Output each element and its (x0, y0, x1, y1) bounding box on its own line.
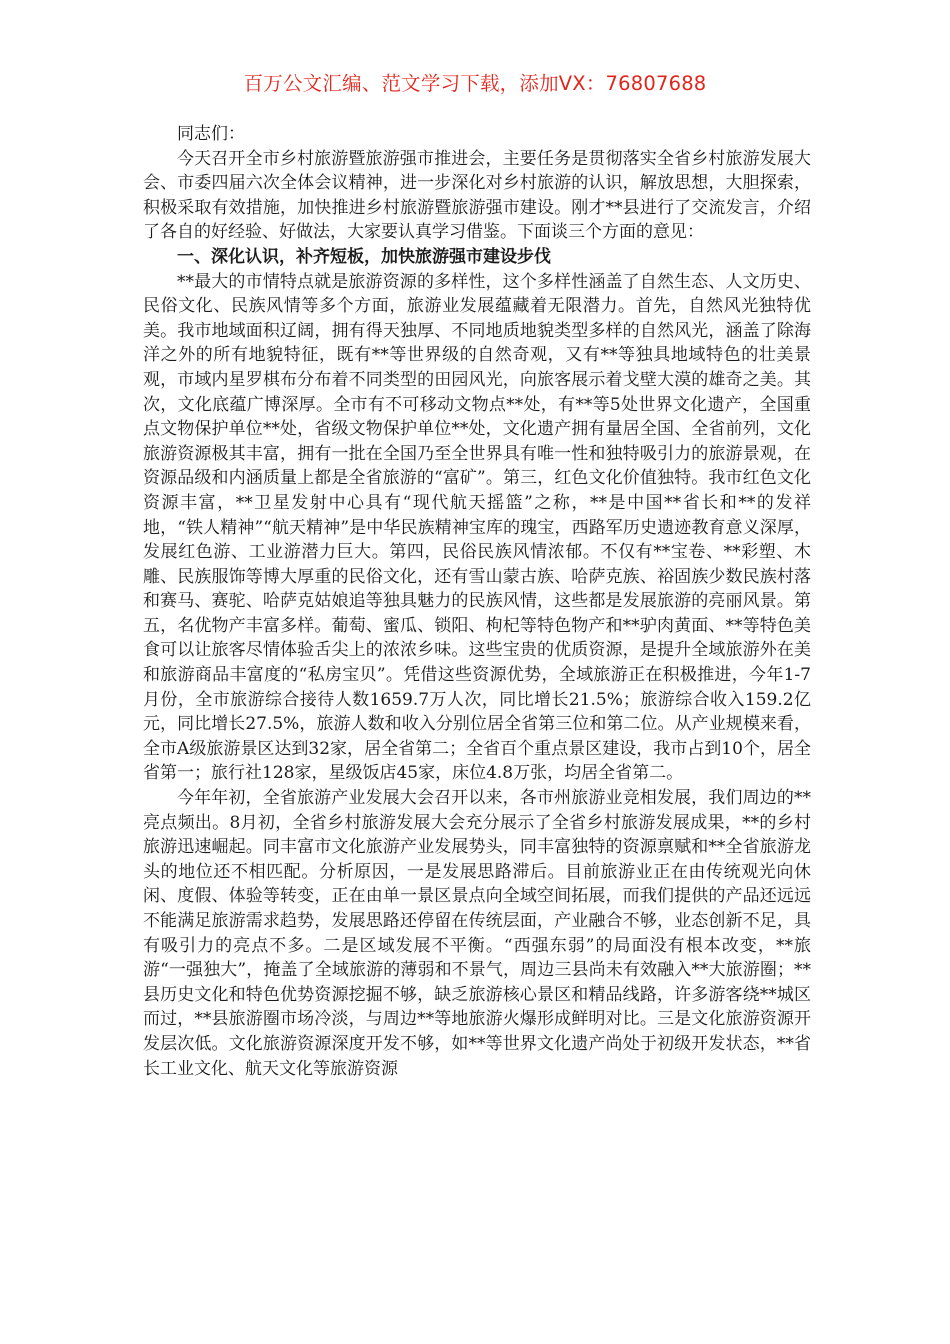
salutation: 同志们： (177, 124, 245, 144)
watermark-header: 百万公文汇编、范文学习下载，添加VX：76807688 (243, 72, 707, 95)
section-heading: 一、深化认识，补齐短板，加快旅游强市建设步伐 (177, 246, 551, 267)
paragraph-intro: 今天召开全市乡村旅游暨旅游强市推进会，主要任务是贯彻落实全省乡村旅游发展大会、市委四届六次全体会议精神，进一步深化对乡村旅游的认识，解放思想，大胆探索，积极采取有效措施，加快推进乡村旅游暨旅游强市建设。刚才**县进行了交流发言，介绍了各自的好经验、好做法，大家要认真学习借鉴。下面谈三个方面的意见： (143, 148, 811, 243)
document-body (143, 122, 811, 1081)
paragraph-analysis: 今年年初，全省旅游产业发展大会召开以来，各市州旅游业竞相发展，我们周边的**亮点频出。8月初，全省乡村旅游发展大会充分展示了全省乡村旅游发展成果，**的乡村旅游迅速崛起。同丰富市文化旅游产业发展势头，同丰富独特的资源禀赋和**全省旅游龙头的地位还不相匹配。分析原因，一是发展思路滞后。目前旅游业正在由传统观光向休闲、度假、体验等转变，正在由单一景区景点向全域空间拓展，而我们提供的产品还远远不能满足旅游需求趋势，发展思路还停留在传统层面，产业融合不够，业态创新不足，具有吸引力的亮点不多。二是区域发展不平衡。“西强东弱”的局面没有根本改变，**旅游“一强独大”，掩盖了全域旅游的薄弱和不景气，周边三县尚未有效融入**大旅游圈；**县历史文化和特色优势资源挖掘不够，缺乏旅游核心景区和精品线路，许多游客绕**城区而过，**县旅游圈市场冷淡，与周边**等地旅游火爆形成鲜明对比。三是文化旅游资源开发层次低。文化旅游资源深度开发不够，如**等世界文化遗产尚处于初级开发状态，**省长工业文化、航天文化等旅游资源 (143, 788, 811, 1079)
paragraph-resources: **最大的市情特点就是旅游资源的多样性，这个多样性涵盖了自然生态、人文历史、民俗文化、民族风情等多个方面，旅游业发展蕴藏着无限潜力。首先，自然风光独特优美。我市地域面积辽阔，拥有得天独厚、不同地质地貌类型多样的自然风光，涵盖了除海洋之外的所有地貌特征，既有**等世界级的自然奇观，又有**等独具地域特色的壮美景观，市域内星罗棋布分布着不同类型的田园风光，向旅客展示着戈壁大漠的雄奇之美。其次，文化底蕴广博深厚。全市有不可移动文物点**处，有**等5处世界文化遗产，全国重点文物保护单位**处，省级文物保护单位**处，文化遗产拥有量居全国、全省前列，文化旅游资源极其丰富，拥有一批在全国乃至全世界具有唯一性和独特吸引力的旅游景观，在资源品级和内涵质量上都是全省旅游的“富矿”。第三，红色文化价值独特。我市红色文化资源丰富，**卫星发射中心具有“现代航天摇篮”之称，**是中国**省长和**的发祥地，“铁人精神”“航天精神”是中华民族精神宝库的瑰宝，西路军历史遗迹教育意义深厚，发展红色游、工业游潜力巨大。第四，民俗民族风情浓郁。不仅有**宝卷、**彩塑、木雕、民族服饰等博大厚重的民俗文化，还有雪山蒙古族、哈萨克族、裕固族少数民族村落和赛马、赛驼、哈萨克姑娘追等独具魅力的民族风情，这些都是发展旅游的亮丽风景。第五，名优物产丰富多样。葡萄、蜜瓜、锁阳、枸杞等特色物产和**驴肉黄面、**等特色美食可以让旅客尽情体验舌尖上的浓浓乡味。这些宝贵的优质资源，是提升全域旅游外在美和旅游商品丰富度的“私房宝贝”。凭借这些资源优势，全域旅游正在积极推进，今年1-7月份，全市旅游综合接待人数1659.7万人次，同比增长21.5%；旅游综合收入159.2亿元，同比增长27.5%，旅游人数和收入分别位居全省第三位和第二位。从产业规模来看，全市A级旅游景区达到32家，居全省第二；全省百个重点景区建设，我市占到10个，居全省第一；旅行社128家，星级饭店45家，床位4.8万张，均居全省第二。 (143, 271, 811, 784)
